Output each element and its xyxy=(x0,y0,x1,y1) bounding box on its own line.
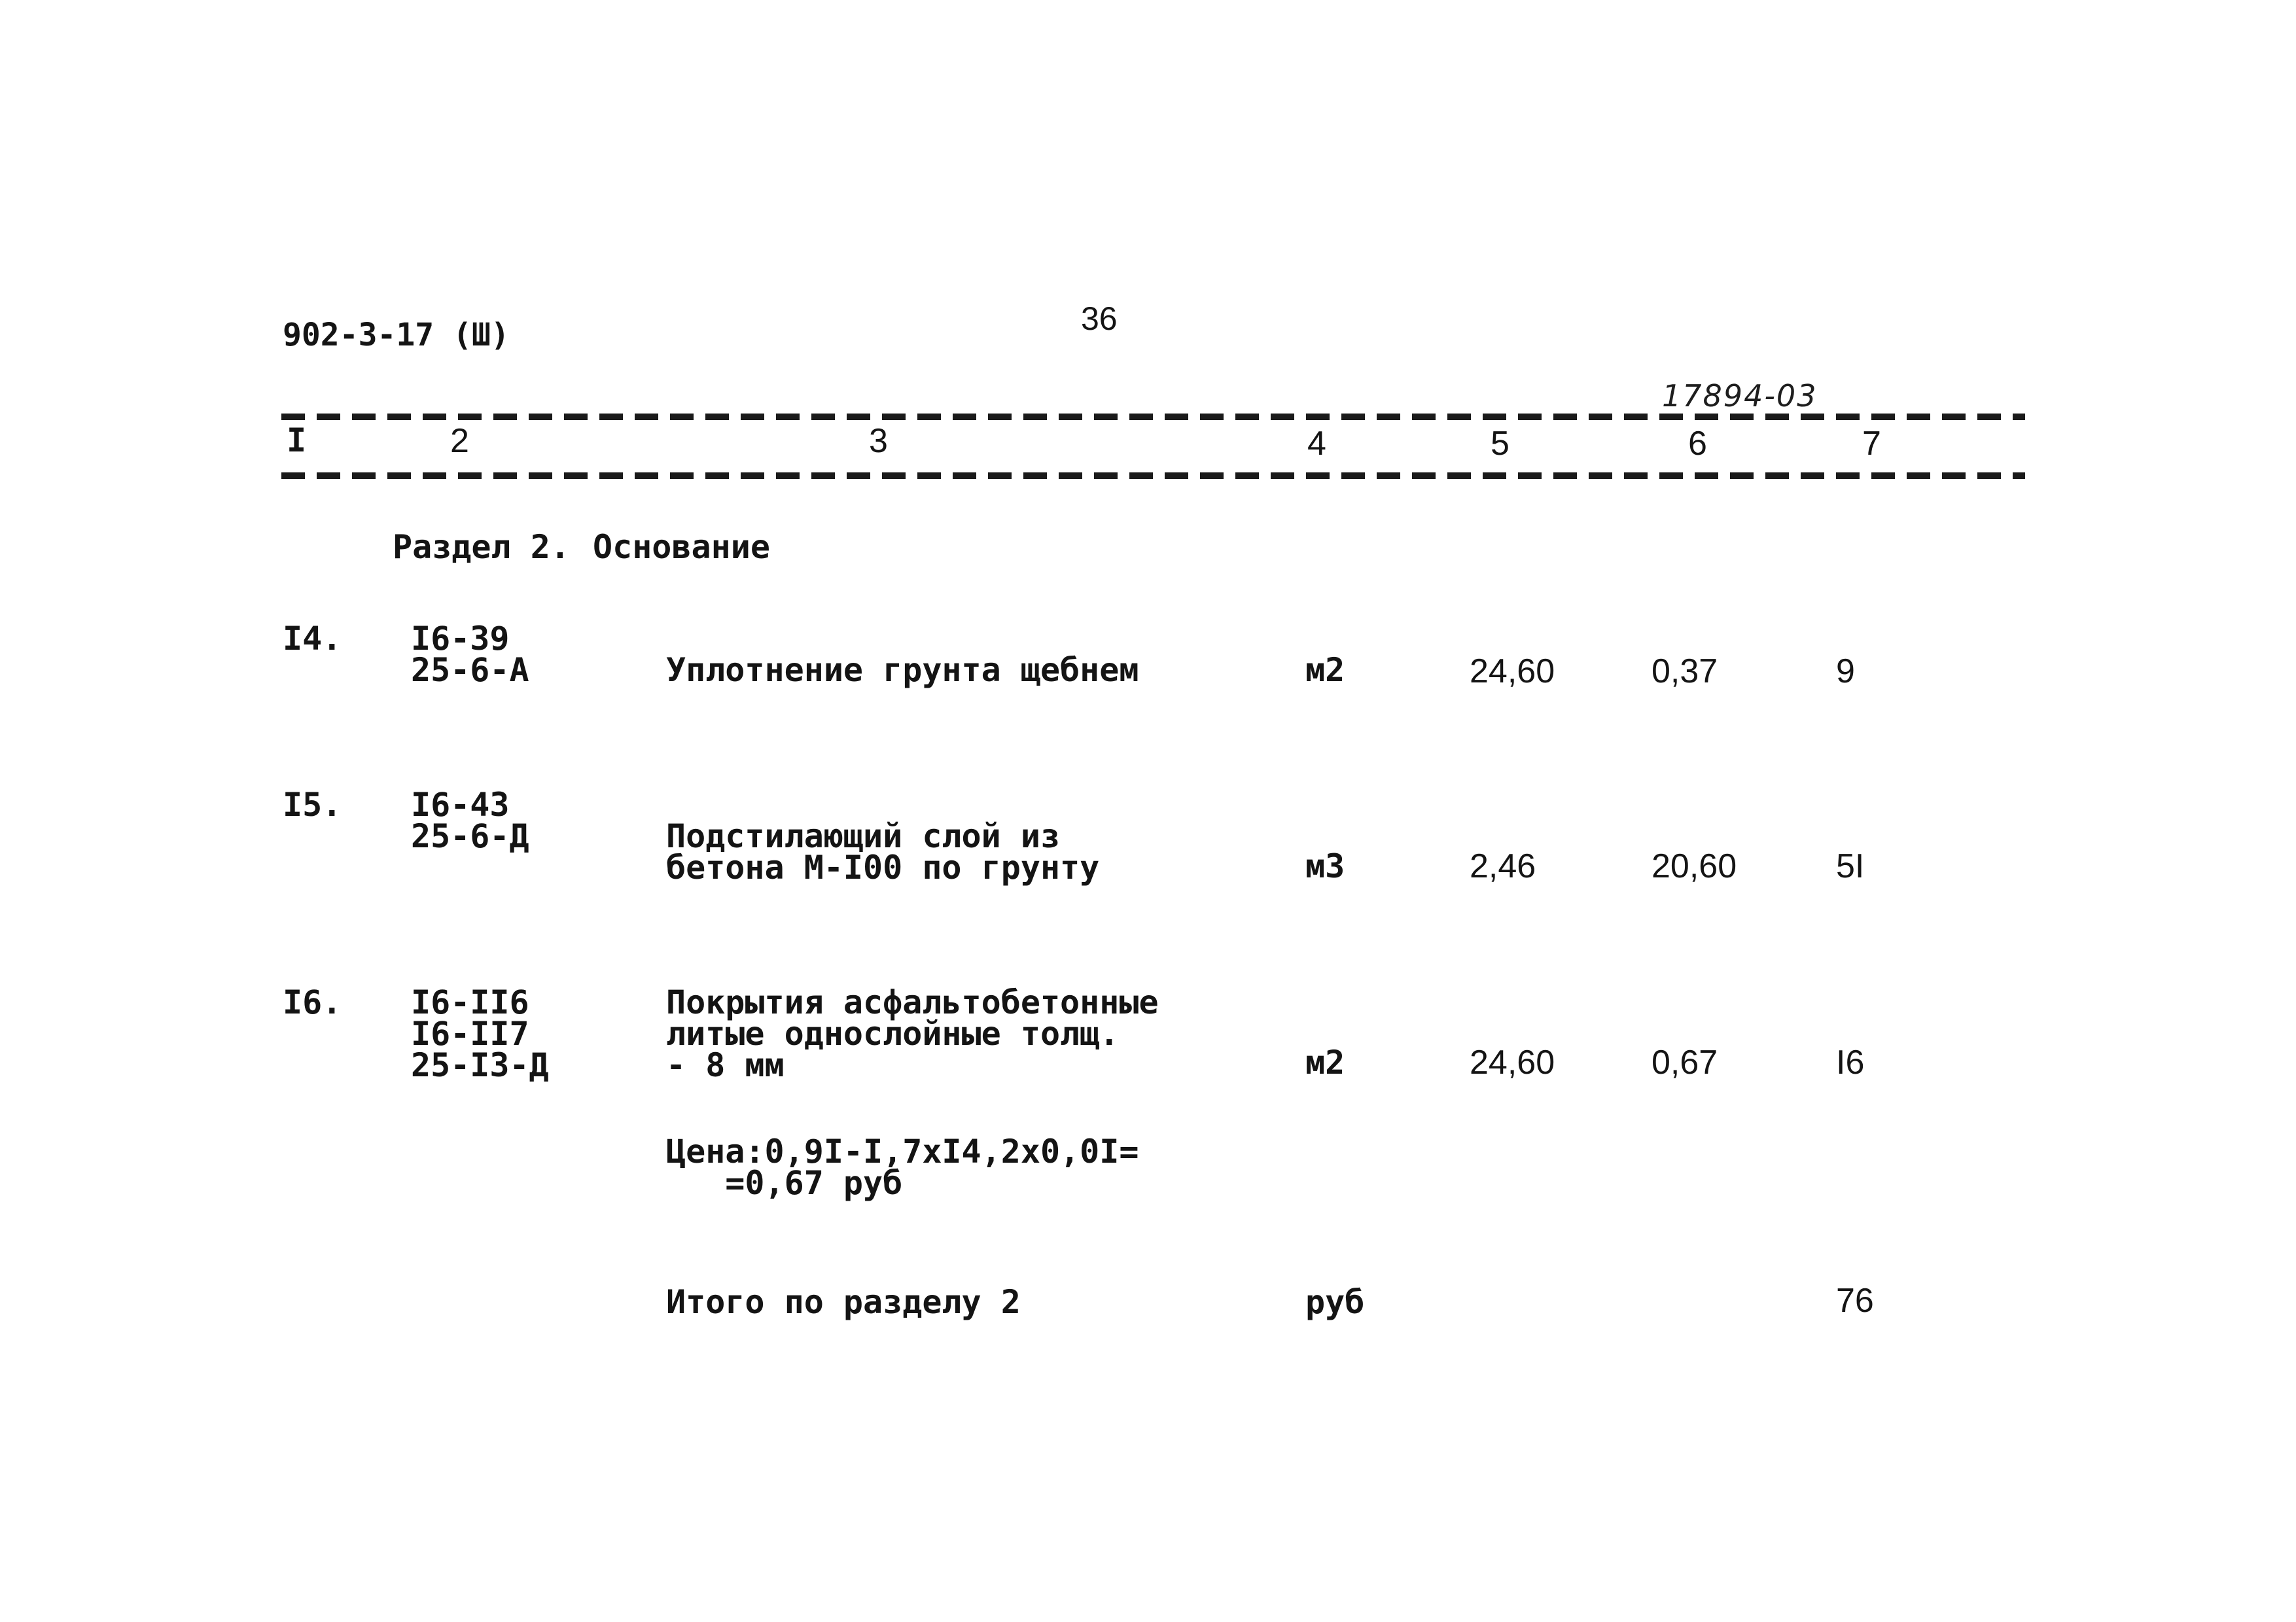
row-unit: м2 xyxy=(1305,651,1345,689)
column-number-4: 4 xyxy=(1307,425,1326,463)
row-quantity: 24,60 xyxy=(1470,1044,1555,1082)
header-top-rule xyxy=(281,414,2025,420)
row-number: I5. xyxy=(283,786,342,824)
row-number: I6. xyxy=(283,983,342,1021)
header-bottom-rule xyxy=(281,472,2025,479)
summary-total: 76 xyxy=(1836,1282,1874,1320)
row-unit: м3 xyxy=(1305,847,1345,885)
column-number-5: 5 xyxy=(1491,425,1510,463)
column-number-2: 2 xyxy=(450,422,469,460)
page-number: 36 xyxy=(1081,300,1118,337)
row-description: Покрытия асфальтобетонные литые однослойные толщ. - 8 мм xyxy=(666,983,1159,1084)
document-code: 902-3-17 (Ш) xyxy=(283,317,510,353)
price-calculation-note: Цена:0,9I-I,7xI4,2x0,0I= =0,67 руб xyxy=(666,1133,1139,1202)
row-codes: I6-43 25-6-Д xyxy=(411,786,529,855)
column-number-3: 3 xyxy=(869,422,888,460)
row-number: I4. xyxy=(283,620,342,658)
column-number-1: I xyxy=(287,421,307,459)
row-price: 0,67 xyxy=(1651,1044,1718,1082)
row-total: I6 xyxy=(1836,1044,1865,1082)
row-quantity: 24,60 xyxy=(1470,652,1555,690)
inventory-number: 17894-03 xyxy=(1662,378,1818,414)
summary-label: Итого по разделу 2 xyxy=(666,1283,1021,1321)
row-description: Уплотнение грунта щебнем xyxy=(666,651,1139,689)
row-price: 20,60 xyxy=(1651,847,1737,885)
row-quantity: 2,46 xyxy=(1470,847,1536,885)
row-total: 9 xyxy=(1836,652,1855,690)
section-label: Раздел 2. xyxy=(393,528,570,566)
column-number-6: 6 xyxy=(1688,425,1707,463)
row-codes: I6-39 25-6-А xyxy=(411,620,529,689)
row-price: 0,37 xyxy=(1651,652,1718,690)
row-total: 5I xyxy=(1836,847,1865,885)
column-number-7: 7 xyxy=(1862,425,1881,463)
summary-unit: руб xyxy=(1305,1283,1365,1321)
section-title: Основание xyxy=(593,528,770,566)
row-unit: м2 xyxy=(1305,1044,1345,1082)
row-codes: I6-II6 I6-II7 25-I3-Д xyxy=(411,983,549,1084)
row-description: Подстилающий слой из бетона М-I00 по грунту xyxy=(666,817,1100,887)
